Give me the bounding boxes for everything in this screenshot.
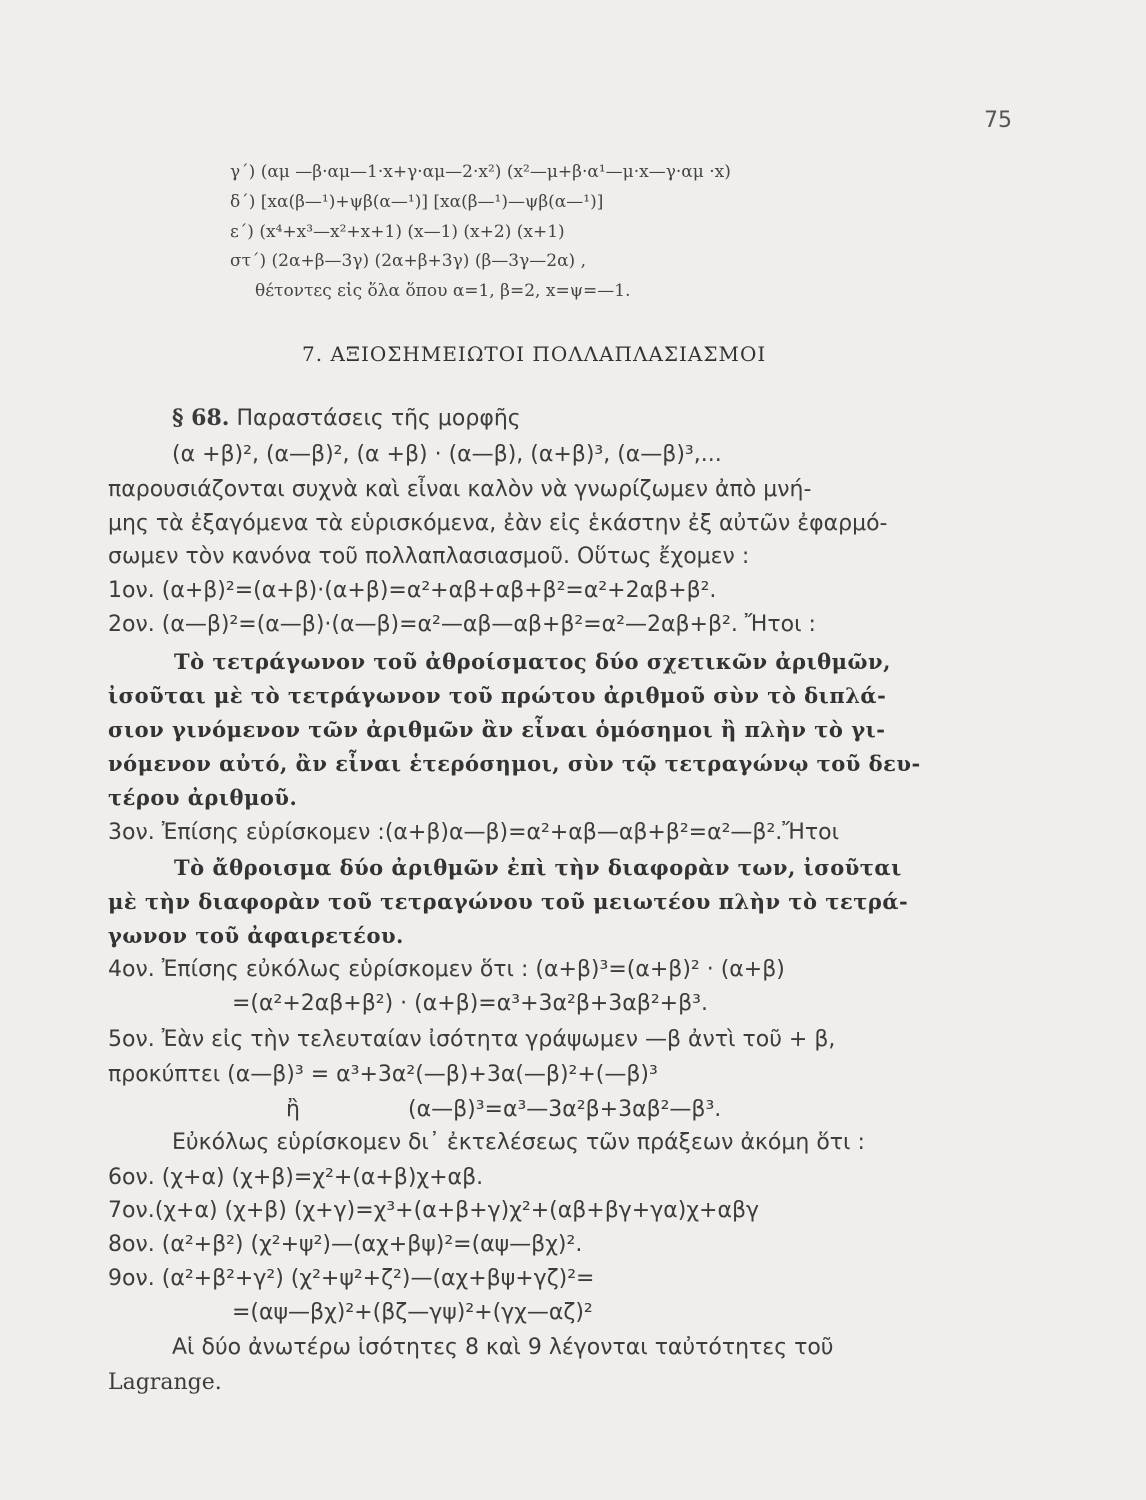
closing-line-2: Lagrange. xyxy=(108,1370,222,1395)
page-number: 75 xyxy=(984,108,1012,133)
item-7: 7ον.(χ+α) (χ+β) (χ+γ)=χ³+(α+β+γ)χ²+(αβ+βγ+γα)χ+αβγ xyxy=(108,1198,760,1223)
item-9-line-1: 9ον. (α²+β²+γ²) (χ²+ψ²+ζ²)—(αχ+βψ+γζ)²= xyxy=(108,1266,595,1291)
item-5-line-3: (α—β)³=α³—3α²β+3αβ²—β³. xyxy=(408,1097,722,1122)
paragraph-mark: § 68. xyxy=(172,405,230,431)
exercise-delta: δ΄) [xα(β—¹)+ψβ(α—¹)] [xα(β—¹)—ψβ(α—¹)] xyxy=(230,192,604,212)
paragraph-text-1: παρουσιάζονται συχνὰ καὶ εἶναι καλὸν νὰ γνωρίζωμεν ἀπὸ μνή- xyxy=(108,477,812,502)
easy-intro: Εὐκόλως εὑρίσκομεν δι᾽ ἐκτελέσεως τῶν πράξεων ἀκόμη ὅτι : xyxy=(172,1130,865,1155)
item-9-line-2: =(αψ—βχ)²+(βζ—γψ)²+(γχ—αζ)² xyxy=(232,1300,593,1325)
exercise-epsilon: ε΄) (x⁴+x³—x²+x+1) (x—1) (x+2) (x+1) xyxy=(230,222,565,242)
item-5-or: ἢ xyxy=(286,1097,300,1122)
item-5-line-1: 5ον. Ἐὰν εἰς τὴν τελευταίαν ἰσότητα γράψωμεν —β ἀντὶ τοῦ + β, xyxy=(108,1027,836,1052)
item-3: 3ον. Ἐπίσης εὑρίσκομεν :(α+β)α—β)=α²+αβ—αβ+β²=α²—β².Ἤτοι xyxy=(108,820,840,845)
rule-1-line-5: τέρου ἀριθμοῦ. xyxy=(108,785,298,810)
rule-1-line-3: σιον γινόμενον τῶν ἀριθμῶν ἂν εἶναι ὁμόσημοι ἢ πλὴν τὸ γι- xyxy=(108,717,886,742)
rule-1-line-1: Τὸ τετράγωνον τοῦ ἀθροίσματος δύο σχετικῶν ἀριθμῶν, xyxy=(174,649,891,674)
exercise-gamma: γ΄) (αμ —β·αμ—1·x+γ·αμ—2·x²) (x²—μ+β·α¹—μ·x—γ·αμ ·x) xyxy=(230,162,731,182)
paragraph-intro: Παραστάσεις τῆς μορφῆς xyxy=(236,406,521,431)
item-4-line-2: =(α²+2αβ+β²) · (α+β)=α³+3α²β+3αβ²+β³. xyxy=(232,991,708,1016)
paragraph-text-3: σωμεν τὸν κανόνα τοῦ πολλαπλασιασμοῦ. Οὕτως ἔχομεν : xyxy=(108,544,750,569)
exercise-condition: θέτοντες εἰς ὅλα ὅπου α=1, β=2, x=ψ=—1. xyxy=(255,281,631,301)
rule-2-line-3: γωνον τοῦ ἀφαιρετέου. xyxy=(108,923,404,948)
rule-2-line-1: Τὸ ἄθροισμα δύο ἀριθμῶν ἐπὶ τὴν διαφορὰν των, ἰσοῦται xyxy=(174,855,902,880)
item-4-line-1: 4ον. Ἐπίσης εὐκόλως εὑρίσκομεν ὅτι : (α+β)³=(α+β)² · (α+β) xyxy=(108,957,785,982)
paragraph-forms: (α +β)², (α—β)², (α +β) · (α—β), (α+β)³, (α—β)³,... xyxy=(172,442,722,467)
closing-line-1: Αἱ δύο ἀνωτέρω ἰσότητες 8 καὶ 9 λέγονται ταὐτότητες τοῦ xyxy=(172,1335,834,1360)
item-5-line-2: προκύπτει (α—β)³ = α³+3α²(—β)+3α(—β)²+(—β)³ xyxy=(108,1062,658,1087)
rule-2-line-2: μὲ τὴν διαφορὰν τοῦ τετραγώνου τοῦ μειωτέου πλὴν τὸ τετρά- xyxy=(108,889,909,914)
rule-1-line-2: ἰσοῦται μὲ τὸ τετράγωνον τοῦ πρώτου ἀριθμοῦ σὺν τὸ διπλά- xyxy=(108,683,887,708)
item-8: 8ον. (α²+β²) (χ²+ψ²)—(αχ+βψ)²=(αψ—βχ)². xyxy=(108,1232,583,1257)
paragraph-intro-line xyxy=(172,405,521,431)
exercise-stigma: στ΄) (2α+β—3γ) (2α+β+3γ) (β—3γ—2α) , xyxy=(230,251,586,271)
item-6: 6ον. (χ+α) (χ+β)=χ²+(α+β)χ+αβ. xyxy=(108,1165,484,1190)
item-2: 2ον. (α—β)²=(α—β)·(α—β)=α²—αβ—αβ+β²=α²—2αβ+β². Ἤτοι : xyxy=(108,612,816,637)
paragraph-text-2: μης τὰ ἐξαγόμενα τὰ εὑρισκόμενα, ἐὰν εἰς ἑκάστην ἐξ αὐτῶν ἐφαρμό- xyxy=(108,511,888,536)
section-title: 7. ΑΞΙΟΣΗΜΕΙΩΤΟΙ ΠΟΛΛΑΠΛΑΣΙΑΣΜΟΙ xyxy=(302,342,767,366)
item-1: 1ον. (α+β)²=(α+β)·(α+β)=α²+αβ+αβ+β²=α²+2αβ+β². xyxy=(108,578,717,603)
rule-1-line-4: νόμενον αὐτό, ἂν εἶναι ἑτερόσημοι, σὺν τῷ τετραγώνῳ τοῦ δευ- xyxy=(108,751,921,776)
